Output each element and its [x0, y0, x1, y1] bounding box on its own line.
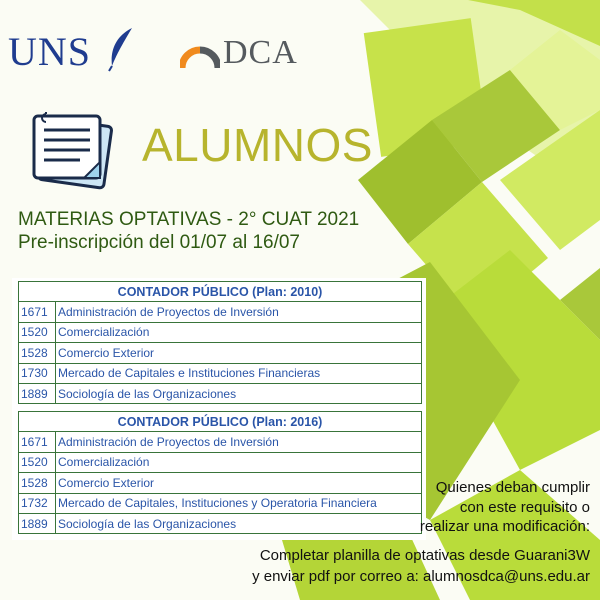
uns-logo: UNS	[8, 29, 92, 74]
table-row	[19, 513, 422, 533]
dca-logo: DCA	[223, 34, 298, 71]
table-row	[19, 363, 422, 383]
footer-instructions	[252, 545, 590, 587]
course-name: Sociología de las Organizaciones	[56, 383, 422, 403]
table-row	[19, 343, 422, 363]
page-title: ALUMNOS	[142, 119, 373, 171]
course-name: Mercado de Capitales e Instituciones Financieras	[56, 363, 422, 383]
course-code: 1671	[19, 302, 56, 322]
subtitle-line: MATERIAS OPTATIVAS - 2° CUAT 2021	[18, 209, 360, 230]
course-code: 1528	[19, 343, 56, 363]
table-row	[19, 302, 422, 322]
plan-2016-table	[18, 411, 422, 534]
table-header-row	[19, 282, 422, 302]
plan-heading: CONTADOR PÚBLICO (Plan: 2016)	[19, 412, 422, 432]
course-name: Comercio Exterior	[56, 343, 422, 363]
table-header-row	[19, 412, 422, 432]
table-row	[19, 322, 422, 342]
table-row	[19, 383, 422, 403]
course-code: 1520	[19, 322, 56, 342]
table-row	[19, 473, 422, 493]
plan-2010-table	[18, 281, 422, 404]
table-row	[19, 452, 422, 472]
footer-line: y enviar pdf por correo a: alumnosdca@uns.edu.ar	[252, 568, 590, 585]
course-code: 1889	[19, 383, 56, 403]
course-code: 1671	[19, 432, 56, 452]
requirement-note	[420, 478, 590, 537]
course-code: 1730	[19, 363, 56, 383]
course-code: 1889	[19, 513, 56, 533]
table-row	[19, 493, 422, 513]
course-name: Administración de Proyectos de Inversión	[56, 302, 422, 322]
dca-arc-icon	[180, 36, 220, 70]
document-icon	[26, 112, 122, 192]
course-name: Sociología de las Organizaciones	[56, 513, 422, 533]
subtitle	[18, 208, 359, 254]
course-name: Comercialización	[56, 322, 422, 342]
note-line: realizar una modificación:	[419, 518, 590, 535]
course-code: 1520	[19, 452, 56, 472]
subtitle-line: Pre-inscripción del 01/07 al 16/07	[18, 232, 301, 253]
footer-line: Completar planilla de optativas desde Guarani3W	[259, 547, 590, 564]
course-name: Comercialización	[56, 452, 422, 472]
note-line: con este requisito o	[459, 498, 590, 516]
note-line: Quienes deban cumplir	[435, 479, 590, 496]
course-name: Administración de Proyectos de Inversión	[56, 432, 422, 452]
course-name: Comercio Exterior	[56, 473, 422, 493]
table-row	[19, 432, 422, 452]
course-code: 1528	[19, 473, 56, 493]
course-code: 1732	[19, 493, 56, 513]
course-name: Mercado de Capitales, Instituciones y Operatoria Financiera	[56, 493, 422, 513]
plan-heading: CONTADOR PÚBLICO (Plan: 2010)	[19, 282, 422, 302]
feather-icon	[106, 26, 136, 72]
